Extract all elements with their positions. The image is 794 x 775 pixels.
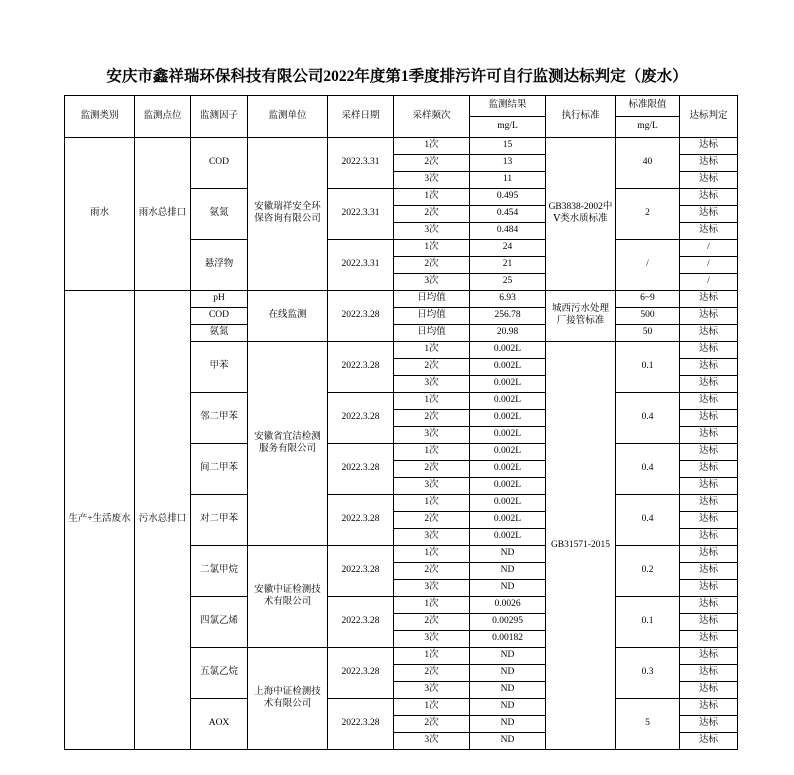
- header-limit: 标准限值: [616, 96, 680, 117]
- table-cell: 1次: [394, 546, 470, 563]
- table-cell: 2022.3.31: [328, 189, 394, 240]
- table-cell: 2022.3.31: [328, 138, 394, 189]
- table-cell: 2次: [394, 665, 470, 682]
- table-cell: 0.00182: [470, 631, 546, 648]
- table-cell: 1次: [394, 699, 470, 716]
- table-cell: 50: [616, 325, 680, 342]
- header-standard: 执行标准: [546, 96, 616, 138]
- table-cell: 5: [616, 699, 680, 750]
- table-cell: 2次: [394, 206, 470, 223]
- table-cell: 0.002L: [470, 410, 546, 427]
- header-judgement: 达标判定: [680, 96, 738, 138]
- table-cell: 达标: [680, 478, 738, 495]
- monitoring-table: [64, 95, 738, 750]
- table-cell: 日均值: [394, 291, 470, 308]
- table-cell: 20.98: [470, 325, 546, 342]
- table-cell: 0.002L: [470, 495, 546, 512]
- table-cell: 达标: [680, 512, 738, 529]
- table-cell: 达标: [680, 580, 738, 597]
- table-cell: 1次: [394, 342, 470, 359]
- table-cell: 达标: [680, 206, 738, 223]
- table-cell: 0.454: [470, 206, 546, 223]
- table-cell: 间二甲苯: [191, 444, 248, 495]
- header-result-unit: mg/L: [470, 117, 546, 138]
- table-cell: 达标: [680, 172, 738, 189]
- table-cell: ND: [470, 699, 546, 716]
- table-cell: 达标: [680, 427, 738, 444]
- table-cell: ND: [470, 682, 546, 699]
- table-cell: 达标: [680, 716, 738, 733]
- table-cell: 达标: [680, 189, 738, 206]
- table-cell: 21: [470, 257, 546, 274]
- table-cell: 0.002L: [470, 376, 546, 393]
- table-header: [65, 96, 738, 138]
- table-cell: 达标: [680, 614, 738, 631]
- table-cell: 500: [616, 308, 680, 325]
- table-cell: ND: [470, 580, 546, 597]
- table-cell: pH: [191, 291, 248, 308]
- table-row: [65, 138, 738, 155]
- table-cell: 对二甲苯: [191, 495, 248, 546]
- table-cell: 0.002L: [470, 444, 546, 461]
- table-cell: 2次: [394, 155, 470, 172]
- table-cell: 15: [470, 138, 546, 155]
- table-cell: 2: [616, 189, 680, 240]
- table-cell: 2022.3.28: [328, 546, 394, 597]
- table-cell: 生产+生活废水: [65, 291, 135, 750]
- table-cell: 6~9: [616, 291, 680, 308]
- table-cell: 1次: [394, 393, 470, 410]
- table-cell: 3次: [394, 682, 470, 699]
- table-cell: 安徽瑞祥安全环保咨询有限公司: [248, 138, 328, 291]
- table-cell: 3次: [394, 631, 470, 648]
- table-cell: 达标: [680, 410, 738, 427]
- table-cell: 3次: [394, 223, 470, 240]
- table-cell: 二氯甲烷: [191, 546, 248, 597]
- table-cell: 2次: [394, 614, 470, 631]
- table-cell: 日均值: [394, 325, 470, 342]
- table-cell: 2022.3.28: [328, 597, 394, 648]
- table-cell: /: [680, 274, 738, 291]
- table-cell: 1次: [394, 495, 470, 512]
- table-cell: 2次: [394, 257, 470, 274]
- table-cell: 达标: [680, 682, 738, 699]
- table-cell: 日均值: [394, 308, 470, 325]
- table-cell: 2次: [394, 716, 470, 733]
- table-cell: 达标: [680, 359, 738, 376]
- table-cell: 1次: [394, 138, 470, 155]
- table-cell: 3次: [394, 172, 470, 189]
- table-cell: COD: [191, 308, 248, 325]
- table-cell: /: [680, 240, 738, 257]
- table-cell: 0.002L: [470, 359, 546, 376]
- header-unit: 监测单位: [248, 96, 328, 138]
- table-cell: 0.4: [616, 444, 680, 495]
- table-cell: 2022.3.28: [328, 648, 394, 699]
- table-cell: 24: [470, 240, 546, 257]
- table-cell: 安徽中证检测技术有限公司: [248, 546, 328, 648]
- table-cell: 雨水: [65, 138, 135, 291]
- table-cell: 2022.3.28: [328, 291, 394, 342]
- header-category: 监测类别: [65, 96, 135, 138]
- table-cell: 1次: [394, 648, 470, 665]
- table-cell: 达标: [680, 529, 738, 546]
- table-cell: ND: [470, 733, 546, 750]
- table-cell: 3次: [394, 376, 470, 393]
- table-cell: 达标: [680, 597, 738, 614]
- table-cell: 达标: [680, 444, 738, 461]
- table-cell: 0.002L: [470, 461, 546, 478]
- table-cell: 3次: [394, 427, 470, 444]
- table-cell: 五氯乙烷: [191, 648, 248, 699]
- table-cell: 达标: [680, 733, 738, 750]
- table-cell: 达标: [680, 376, 738, 393]
- table-cell: 40: [616, 138, 680, 189]
- header-date: 采样日期: [328, 96, 394, 138]
- table-cell: 0.002L: [470, 342, 546, 359]
- table-cell: 达标: [680, 393, 738, 410]
- table-cell: COD: [191, 138, 248, 189]
- table-cell: 3次: [394, 733, 470, 750]
- table-cell: 达标: [680, 665, 738, 682]
- table-cell: 0.002L: [470, 512, 546, 529]
- table-cell: 11: [470, 172, 546, 189]
- table-cell: 0.4: [616, 495, 680, 546]
- table-cell: 达标: [680, 546, 738, 563]
- table-body: [65, 138, 738, 750]
- table-cell: 2次: [394, 461, 470, 478]
- table-cell: 达标: [680, 563, 738, 580]
- table-cell: 0.1: [616, 342, 680, 393]
- table-cell: 0.002L: [470, 393, 546, 410]
- table-cell: ND: [470, 665, 546, 682]
- table-cell: 安徽省宜洁检测服务有限公司: [248, 342, 328, 546]
- table-cell: 甲苯: [191, 342, 248, 393]
- table-cell: 0.484: [470, 223, 546, 240]
- table-cell: 邻二甲苯: [191, 393, 248, 444]
- table-cell: AOX: [191, 699, 248, 750]
- table-row: [65, 291, 738, 308]
- table-cell: 在线监测: [248, 291, 328, 342]
- table-cell: 城西污水处理厂接管标准: [546, 291, 616, 342]
- table-cell: 3次: [394, 529, 470, 546]
- table-cell: /: [680, 257, 738, 274]
- table-cell: 0.00295: [470, 614, 546, 631]
- table-cell: 0.002L: [470, 529, 546, 546]
- table-cell: 达标: [680, 461, 738, 478]
- header-point: 监测点位: [135, 96, 191, 138]
- page-title: 安庆市鑫祥瑞环保科技有限公司2022年度第1季度排污许可自行监测达标判定（废水）: [106, 68, 688, 85]
- table-cell: 达标: [680, 495, 738, 512]
- table-cell: 3次: [394, 274, 470, 291]
- table-cell: 3次: [394, 580, 470, 597]
- table-cell: 雨水总排口: [135, 138, 191, 291]
- table-cell: 13: [470, 155, 546, 172]
- table-cell: 2022.3.28: [328, 699, 394, 750]
- table-cell: 氨氮: [191, 189, 248, 240]
- table-cell: GB31571-2015: [546, 342, 616, 750]
- table-cell: 1次: [394, 240, 470, 257]
- table-cell: 达标: [680, 648, 738, 665]
- table-cell: 四氯乙烯: [191, 597, 248, 648]
- table-cell: 悬浮物: [191, 240, 248, 291]
- table-cell: 污水总排口: [135, 291, 191, 750]
- table-cell: 1次: [394, 444, 470, 461]
- table-cell: 256.78: [470, 308, 546, 325]
- table-cell: GB3838-2002中Ⅴ类水质标准: [546, 138, 616, 291]
- table-cell: 上海中证检测技术有限公司: [248, 648, 328, 750]
- table-cell: 2次: [394, 563, 470, 580]
- table-cell: 2022.3.28: [328, 495, 394, 546]
- table-cell: 达标: [680, 325, 738, 342]
- table-cell: 达标: [680, 155, 738, 172]
- table-cell: 达标: [680, 631, 738, 648]
- header-factor: 监测因子: [191, 96, 248, 138]
- table-cell: 6.93: [470, 291, 546, 308]
- table-cell: 0.3: [616, 648, 680, 699]
- table-cell: ND: [470, 546, 546, 563]
- table-cell: 0.0026: [470, 597, 546, 614]
- table-cell: 1次: [394, 597, 470, 614]
- table-cell: 2022.3.28: [328, 393, 394, 444]
- table-cell: 达标: [680, 699, 738, 716]
- table-cell: 0.002L: [470, 478, 546, 495]
- table-cell: 25: [470, 274, 546, 291]
- table-cell: 2022.3.31: [328, 240, 394, 291]
- table-cell: 0.495: [470, 189, 546, 206]
- table-cell: 达标: [680, 291, 738, 308]
- table-cell: 3次: [394, 478, 470, 495]
- table-cell: 达标: [680, 342, 738, 359]
- table-cell: 2次: [394, 512, 470, 529]
- table-cell: 达标: [680, 223, 738, 240]
- table-cell: 1次: [394, 189, 470, 206]
- table-cell: 达标: [680, 138, 738, 155]
- table-cell: 达标: [680, 308, 738, 325]
- header-limit-unit: mg/L: [616, 117, 680, 138]
- table-cell: ND: [470, 716, 546, 733]
- table-cell: 0.4: [616, 393, 680, 444]
- table-cell: ND: [470, 648, 546, 665]
- table-cell: 氨氮: [191, 325, 248, 342]
- table-cell: 0.1: [616, 597, 680, 648]
- table-cell: 2022.3.28: [328, 444, 394, 495]
- header-row-1: [65, 96, 738, 117]
- table-cell: ND: [470, 563, 546, 580]
- header-frequency: 采样频次: [394, 96, 470, 138]
- table-cell: 2次: [394, 359, 470, 376]
- table-cell: /: [616, 240, 680, 291]
- table-cell: 0.2: [616, 546, 680, 597]
- header-result: 监测结果: [470, 96, 546, 117]
- table-cell: 2次: [394, 410, 470, 427]
- table-cell: 0.002L: [470, 427, 546, 444]
- table-cell: 2022.3.28: [328, 342, 394, 393]
